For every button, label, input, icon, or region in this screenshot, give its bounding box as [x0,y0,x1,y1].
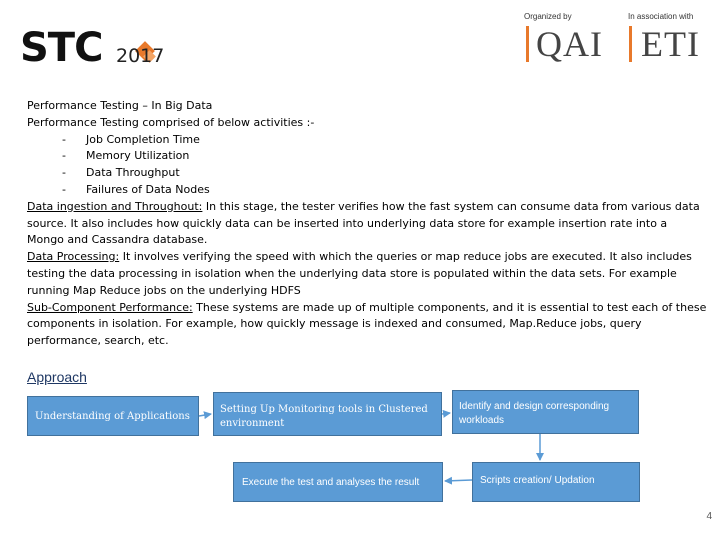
step-workloads [452,390,639,434]
bullet-item [27,132,707,149]
bullet-item [27,165,707,182]
bullet-text: Failures of Data Nodes [86,182,210,196]
step-understanding [27,396,199,436]
approach-heading: Approach [27,369,87,385]
bullet-text: Job Completion Time [86,132,200,146]
section-text: These systems are made up of multiple components, and it is essential to test each of these components in isolation. For example, how quickly message is indexed and consumed, Map.Reduce jobs, query performance, search, etc. [27,300,707,348]
bullet-dash: - [62,166,66,180]
section-label: Data ingestion and Throughout: [27,199,203,213]
arrow-5-to-4 [445,480,472,481]
section-label: Data Processing: [27,250,120,264]
logo-year: 2017 [116,45,165,67]
bullet-dash: - [62,182,66,196]
logo-main-text: STC [20,25,103,71]
step-label: Identify and design corresponding workloads [459,401,610,426]
arrow-2-to-3 [442,413,450,414]
qai-logo: QAI [536,24,603,64]
content-title: Performance Testing – In Big Data [27,99,213,112]
section-text: It involves verifying the speed with which the queries or map reduce jobs are executed. It also includes testing the data processing in isolation when the underlying data store is populated within the data sets. For example running Map Reduce jobs on the underlying HDFS [27,250,692,297]
section-label: Sub-Component Performance: [27,300,193,314]
content-intro: Performance Testing comprised of below activities :- [27,115,315,129]
bullet-dash: - [62,149,66,163]
step-label: Scripts creation/ Updation [480,475,595,486]
step-label: Setting Up Monitoring tools in Clustered environment [220,404,428,429]
bullet-item [27,148,707,165]
section-processing [27,249,707,299]
qai-divider [526,26,529,62]
step-scripts [472,462,640,502]
bullet-text: Data Throughput [86,166,180,180]
bullet-dash: - [62,132,66,146]
content-body [27,98,707,350]
step-execute [233,462,443,502]
section-ingestion [27,199,707,249]
section-subcomponent [27,300,707,350]
page-number: 4 [706,511,712,522]
section-text: In this stage, the tester verifies how the fast system can consume data from various data source. It also includes how quickly data can be inserted into underlying data store for example insertion rate into a Mongo and Cassandra database. [27,199,700,247]
bullet-item [27,182,707,199]
organized-by-label: Organized by [524,12,572,21]
step-monitoring-setup [213,392,442,436]
step-label: Understanding of Applications [35,411,190,422]
step-label: Execute the test and analyses the result [242,477,420,488]
bullet-text: Memory Utilization [86,149,190,163]
arrow-1-to-2 [199,414,211,416]
eti-divider [629,26,632,62]
eti-logo: ETI [641,24,700,64]
association-label: In association with [628,12,694,21]
